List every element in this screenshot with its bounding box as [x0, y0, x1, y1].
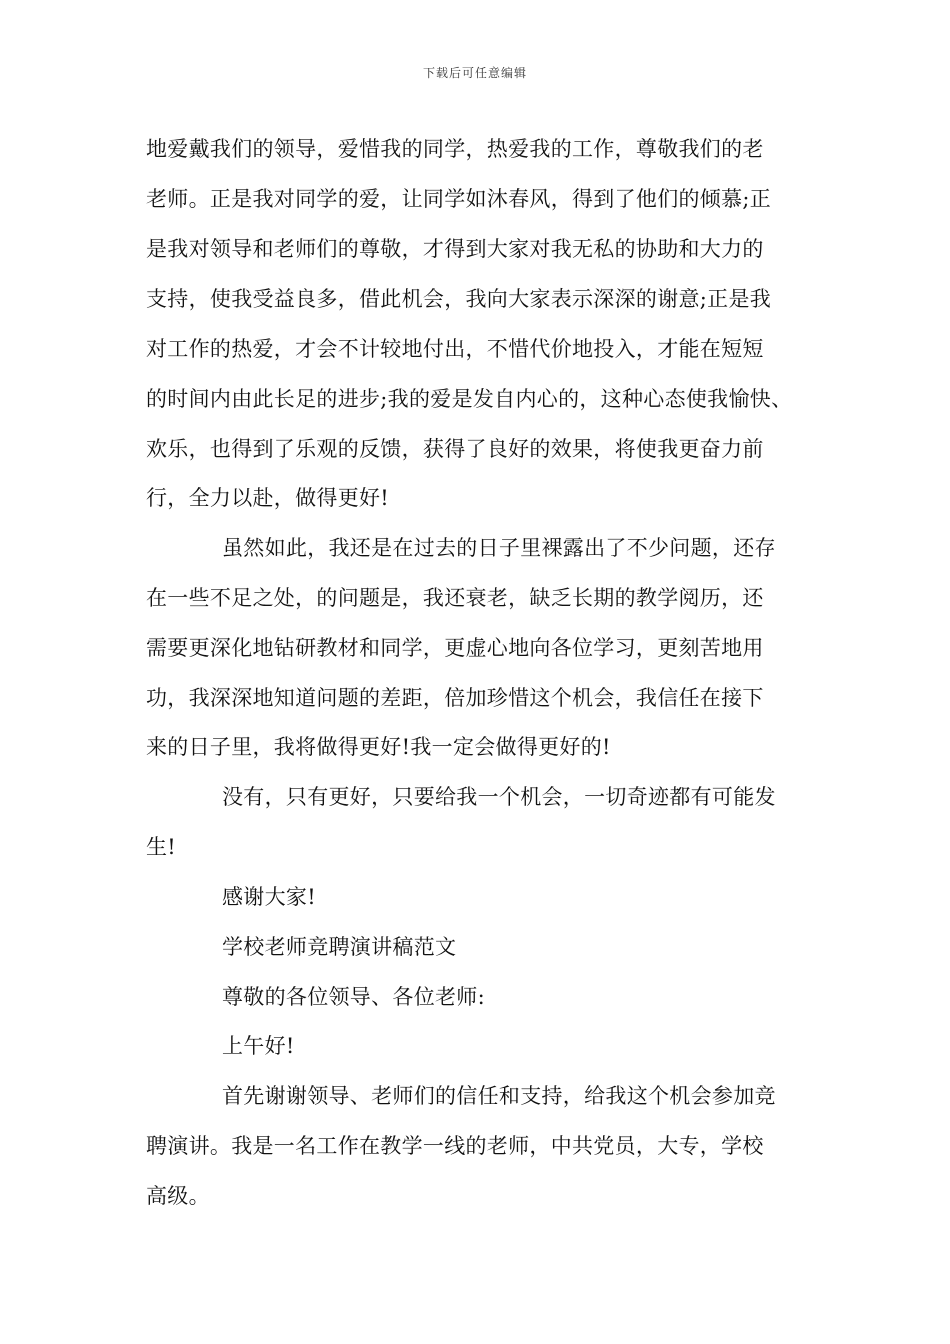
section-title: 学校老师竞聘演讲稿范文	[222, 935, 457, 959]
text-line: 生!	[146, 835, 177, 859]
text-line: 感谢大家!	[222, 885, 316, 909]
text-line: 聘演讲。我是一名工作在教学一线的老师，中共党员，大专，学校	[146, 1134, 764, 1158]
text-line: 高级。	[146, 1184, 210, 1208]
salutation: 尊敬的各位领导、各位老师:	[222, 985, 485, 1009]
text-line: 首先谢谢领导、老师们的信任和支持，给我这个机会参加竞	[222, 1084, 776, 1108]
text-line: 地爱戴我们的领导，爱惜我的同学，热爱我的工作，尊敬我们的老	[146, 137, 764, 161]
text-line: 来的日子里，我将做得更好!我一定会做得更好的!	[146, 735, 611, 759]
text-line: 对工作的热爱，才会不计较地付出，不惜代价地投入，才能在短短	[146, 337, 764, 361]
text-line: 的时间内由此长足的进步;我的爱是发自内心的，这种心态使我愉快、	[146, 387, 793, 411]
text-line: 在一些不足之处，的问题是，我还衰老，缺乏长期的教学阅历，还	[146, 586, 764, 610]
text-line: 虽然如此，我还是在过去的日子里裸露出了不少问题，还存	[222, 536, 776, 560]
text-line: 欢乐，也得到了乐观的反馈，获得了良好的效果，将使我更奋力前	[146, 437, 764, 461]
text-line: 支持，使我受益良多，借此机会，我向大家表示深深的谢意;正是我	[146, 287, 772, 311]
page-header: 下载后可任意编辑	[422, 66, 527, 80]
text-line: 功，我深深地知道问题的差距，倍加珍惜这个机会，我信任在接下	[146, 686, 764, 710]
text-line: 行，全力以赴，做得更好!	[146, 486, 390, 510]
text-line: 需要更深化地钻研教材和同学，更虚心地向各位学习，更刻苦地用	[146, 636, 764, 660]
text-line: 是我对领导和老师们的尊敬，才得到大家对我无私的协助和大力的	[146, 237, 764, 261]
greeting: 上午好!	[222, 1034, 295, 1058]
text-line: 老师。正是我对同学的爱，让同学如沐春风，得到了他们的倾慕;正	[146, 187, 772, 211]
text-line: 没有，只有更好，只要给我一个机会，一切奇迹都有可能发	[222, 785, 776, 809]
